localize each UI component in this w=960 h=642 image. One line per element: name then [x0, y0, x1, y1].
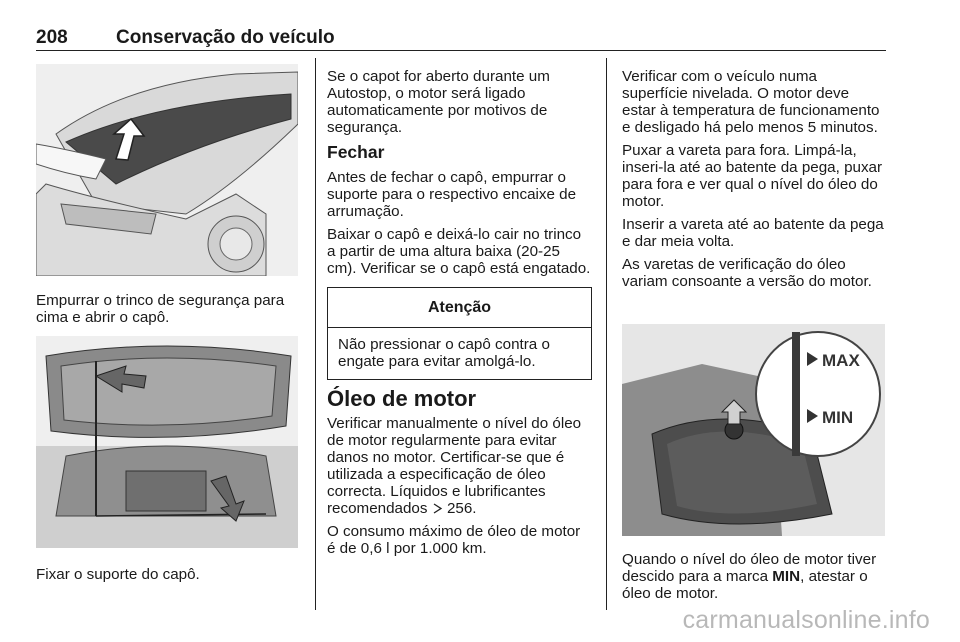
column-1-caption-1: [36, 292, 301, 332]
dipstick-max-label: MAX: [822, 351, 860, 370]
check-paragraph-3: Inserir a vareta até ao batente da pega e dar meia volta.: [622, 216, 884, 250]
page-header: [36, 27, 886, 51]
page-reference[interactable]: 256.: [446, 500, 477, 517]
autostop-paragraph: Se o capot for aberto durante um Autostop, o motor será ligado automaticamente por motivos de segurança.: [327, 68, 550, 136]
page-title: Conservação do veículo: [116, 27, 335, 48]
engine-oil-paragraph-1-text: Verificar manualmente o nível do óleo de motor regularmente para evitar danos no motor. Certificar-se que é utilizada a especificação de óleo correcta. Líquidos e lubrificantes recomendados: [327, 415, 582, 517]
min-level-text-after: , atestar o óleo de motor.: [622, 568, 868, 602]
hood-support-illustration: [36, 336, 298, 548]
check-paragraph-1: Verificar com o veículo numa superfície nivelada. O motor deve estar à temperatura de funcionamento e desligado há pelo menos 5 minutos.: [622, 68, 880, 136]
min-level-text-before: Quando o nível do óleo de motor tiver descido para a marca: [622, 551, 877, 585]
engine-oil-paragraph-2: O consumo máximo de óleo de motor é de 0,6 l por 1.000 km.: [327, 523, 581, 557]
caption-push-latch: Empurrar o trinco de segurança para cima e abrir o capô.: [36, 292, 285, 326]
close-heading: Fechar: [327, 142, 385, 162]
dipstick-illustration: [622, 324, 885, 536]
check-paragraph-2: Puxar a vareta para fora. Limpá-la, inseri-la até ao batente da pega, puxar para fora e ver qual o nível do óleo do motor.: [622, 142, 883, 210]
attention-title: Atenção: [328, 288, 591, 328]
column-divider-2: [606, 58, 607, 610]
page-number: 208: [36, 27, 68, 48]
min-level-paragraph: [622, 551, 890, 602]
caption-fix-support: Fixar o suporte do capô.: [36, 566, 200, 583]
column-3-bottom: [622, 551, 890, 608]
column-2: [327, 68, 592, 563]
check-paragraph-4: As varetas de verificação do óleo variam consoante a versão do motor.: [622, 256, 872, 290]
min-mark-label: MIN: [772, 568, 801, 585]
column-3: [622, 68, 887, 296]
header-rule: [36, 50, 886, 51]
page-reference-arrow-icon: [432, 500, 447, 517]
close-paragraph-1: Antes de fechar o capô, empurrar o suporte para o respectivo encaixe de arrumação.: [327, 169, 577, 220]
dipstick-min-label: MIN: [822, 408, 854, 427]
attention-text: Não pressionar o capô contra o engate para evitar amolgá-lo.: [338, 336, 550, 370]
hood-latch-illustration: [36, 64, 298, 276]
attention-box: [327, 287, 592, 380]
engine-oil-heading: Óleo de motor: [327, 386, 477, 411]
engine-oil-paragraph-1: [327, 415, 592, 517]
column-divider-1: [315, 58, 316, 610]
column-1-caption-2: [36, 566, 301, 589]
close-paragraph-2: Baixar o capô e deixá-lo cair no trinco a partir de uma altura baixa (20-25 cm). Verificar se o capô está engatado.: [327, 226, 591, 277]
watermark: carmanualsonline.info: [682, 606, 930, 634]
